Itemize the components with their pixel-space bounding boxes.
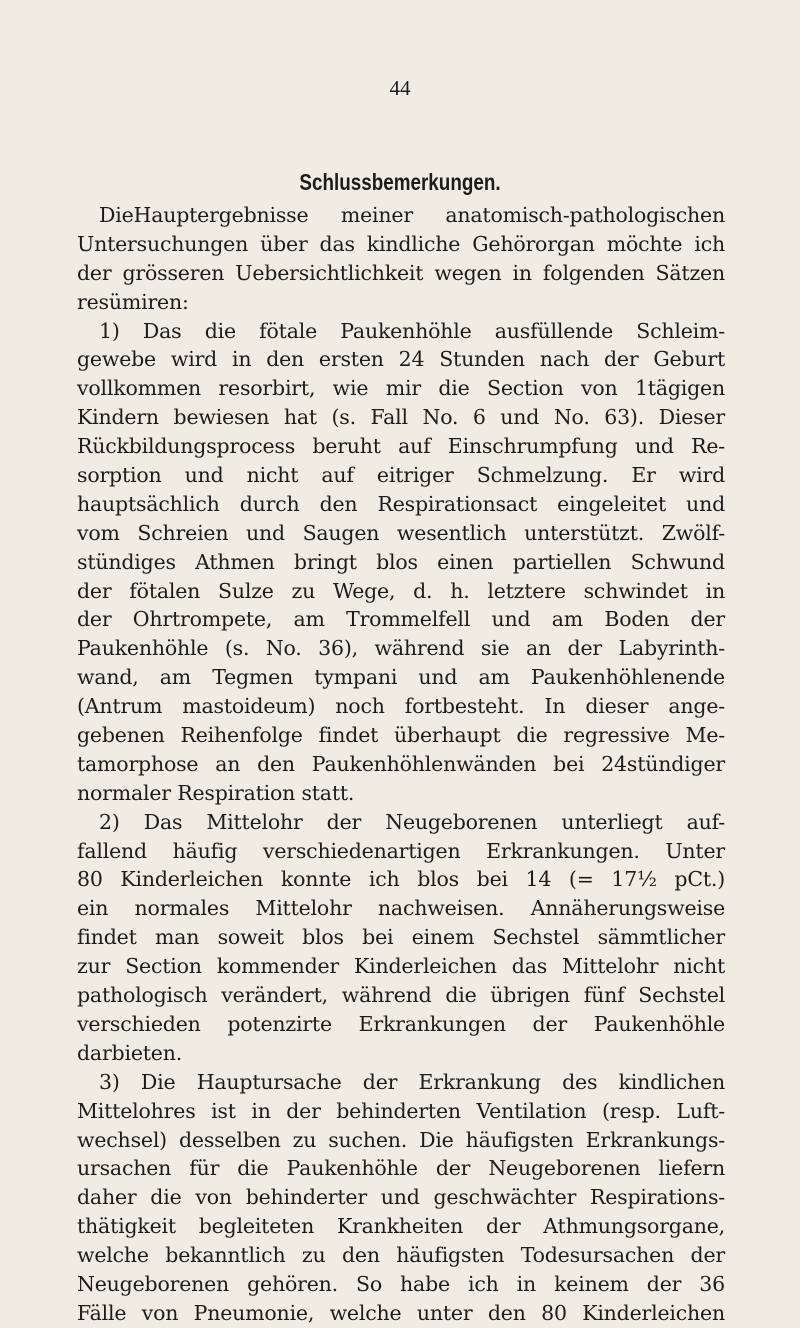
text-line: darbieten. — [77, 1040, 183, 1065]
text-line: Mittelohres ist in der behinderten Ventilation (resp. Luft- — [77, 1098, 725, 1123]
text-line: findet man soweit blos bei einem Sechstel sämmtlicher — [77, 925, 725, 950]
text-line: welche bekanntlich zu den häufigsten Todesursachen der — [77, 1243, 725, 1268]
text-line: verschieden potenzirte Erkrankungen der Paukenhöhle — [77, 1011, 725, 1036]
text-line: fallend häufig verschiedenartigen Erkrankungen. Unter — [77, 838, 725, 863]
text-line: gebenen Reihenfolge findet überhaupt die regressive Me- — [77, 723, 725, 748]
text-line: 3) Die Hauptursache der Erkrankung des kindlichen — [99, 1069, 725, 1094]
text-line: ursachen für die Paukenhöhle der Neugeborenen liefern — [77, 1156, 725, 1181]
text-line: der Ohrtrompete, am Trommelfell und am Boden der — [77, 607, 725, 632]
text-line: Fälle von Pneumonie, welche unter den 80 Kinderleichen — [77, 1300, 725, 1325]
text-line: zur Section kommender Kinderleichen das Mittelohr nicht — [77, 954, 725, 979]
text-line: stündiges Athmen bringt blos einen partiellen Schwund — [77, 549, 725, 574]
text-line: Kindern bewiesen hat (s. Fall No. 6 und No. 63). Dieser — [77, 405, 725, 430]
text-line: Untersuchungen über das kindliche Gehörorgan möchte ich — [77, 231, 725, 256]
text-line: Rückbildungsprocess beruht auf Einschrumpfung und Re- — [77, 434, 725, 459]
text-line: der fötalen Sulze zu Wege, d. h. letztere schwindet in — [77, 578, 725, 603]
text-line: (Antrum mastoideum) noch fortbesteht. In dieser ange- — [77, 694, 725, 719]
text-line: Paukenhöhle (s. No. 36), während sie an der Labyrinth- — [77, 636, 725, 661]
text-line: Neugeborenen gehören. So habe ich in keinem der 36 — [77, 1271, 725, 1296]
text-line: 80 Kinderleichen konnte ich blos bei 14 (= 17½ pCt.) — [77, 867, 725, 892]
text-line: daher die von behinderter und geschwächter Respirations- — [77, 1185, 725, 1210]
text-line: tamorphose an den Paukenhöhlenwänden bei 24stündiger — [77, 751, 725, 776]
text-line: gewebe wird in den ersten 24 Stunden nach der Geburt — [77, 347, 725, 372]
text-line: 1) Das die fötale Paukenhöhle ausfüllende Schleim- — [99, 318, 725, 343]
section-title: Schlussbemerkungen. — [299, 169, 501, 195]
text-line: der grösseren Uebersichtlichkeit wegen in folgenden Sätzen — [77, 260, 725, 285]
text-line: ein normales Mittelohr nachweisen. Annäherungsweise — [77, 896, 725, 921]
text-line: wechsel) desselben zu suchen. Die häufigsten Erkrankungs- — [77, 1127, 725, 1152]
text-line: vollkommen resorbirt, wie mir die Section von 1tägigen — [77, 376, 725, 401]
text-line: DieHauptergebnisse meiner anatomisch-pathologischen — [99, 203, 725, 227]
text-line: vom Schreien und Saugen wesentlich unterstützt. Zwölf- — [77, 520, 725, 545]
text-line: wand, am Tegmen tympani und am Paukenhöhlenende — [77, 665, 725, 690]
text-line: resümiren: — [77, 289, 189, 314]
text-line: sorption und nicht auf eitriger Schmelzung. Er wird — [77, 463, 725, 488]
text-line: thätigkeit begleiteten Krankheiten der Athmungsorgane, — [77, 1214, 725, 1239]
body-text — [77, 201, 725, 1328]
text-line: hauptsächlich durch den Respirationsact eingeleitet und — [77, 491, 725, 516]
page-number: 44 — [389, 76, 411, 100]
text-line: 2) Das Mittelohr der Neugeborenen unterliegt auf- — [99, 809, 725, 834]
text-line: normaler Respiration statt. — [77, 780, 355, 805]
text-line: pathologisch verändert, während die übrigen fünf Sechstel — [77, 983, 725, 1008]
